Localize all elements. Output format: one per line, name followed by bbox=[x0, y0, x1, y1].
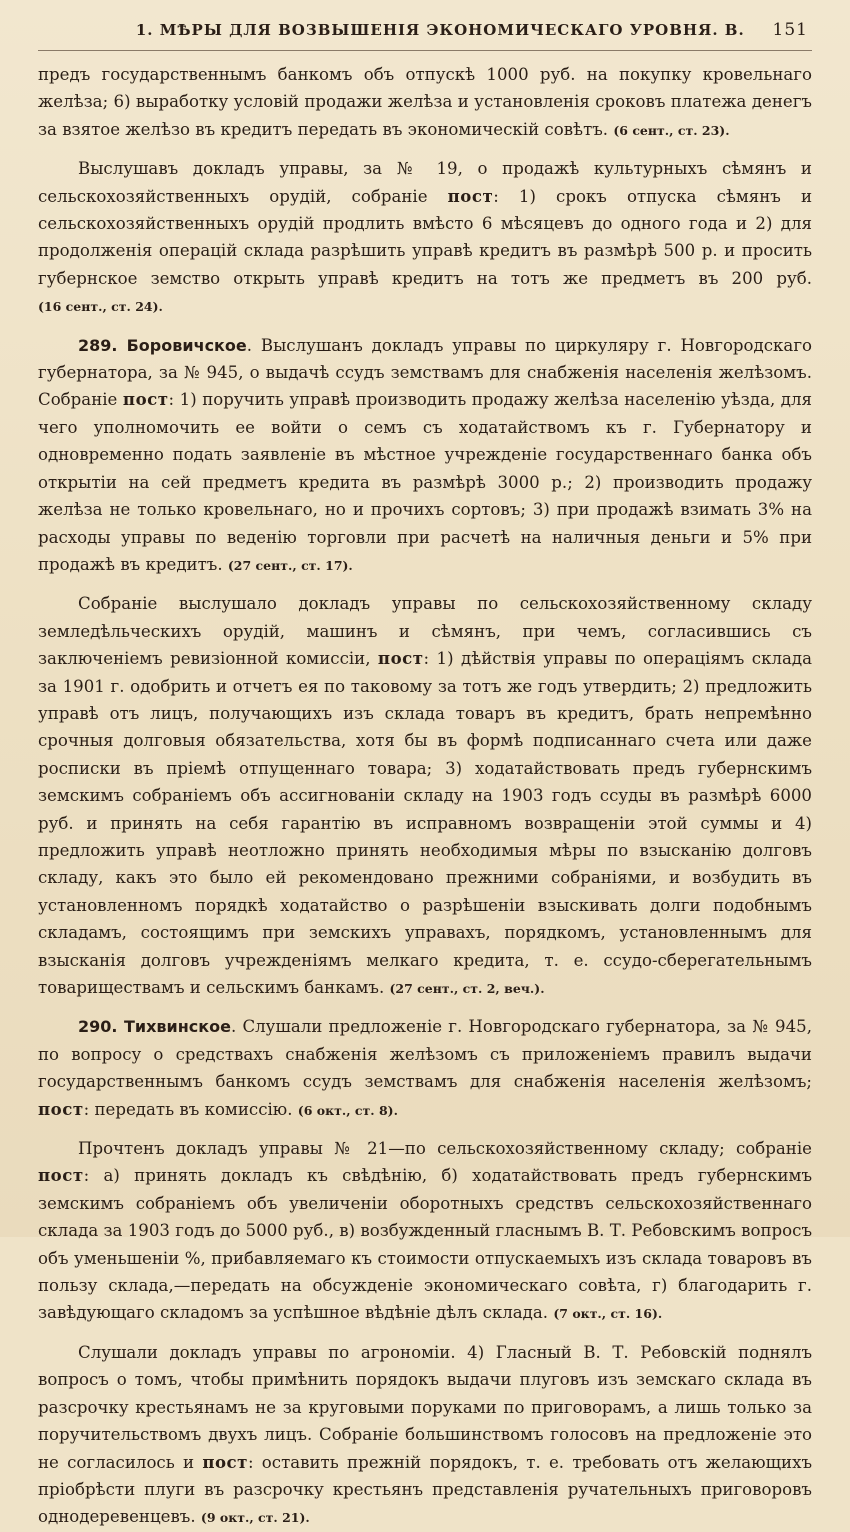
session-reference: (9 окт., ст. 21). bbox=[200, 1510, 310, 1526]
paragraph bbox=[38, 61, 812, 144]
paragraph-text: : 1) поручить управѣ производить продажу желѣза населенію уѣзда, для чего уполномочить ее войти о семъ съ ходатайствомъ къ г. Губернатору и одновременно подать заявленіе въ мѣстное учрежденіе государственнаго банка объ открытіи на сей предметъ кредита въ размѣрѣ 3000 р.; 2) производить продажу желѣза не только кровельнаго, но и прочихъ сортовъ; 3) при продажѣ взимать 3% на расходы управы по веденію торговли при расчетѣ на наличныя деньги и 5% при продажѣ въ кредитъ. bbox=[38, 390, 812, 574]
resolution-keyword: пост bbox=[447, 185, 494, 206]
resolution-keyword: пост bbox=[202, 1451, 248, 1472]
paragraph bbox=[38, 332, 812, 580]
running-header bbox=[38, 20, 812, 51]
paragraph bbox=[38, 1013, 812, 1124]
session-reference: (6 сент., ст. 23). bbox=[613, 122, 730, 138]
paragraph-text: : оставить прежній порядокъ, т. е. требовать отъ желающихъ пріобрѣсти плуги въ разсрочку крестьянъ представленія ручательныхъ приговоровъ однодеревенцевъ. bbox=[38, 1452, 812, 1527]
paragraph bbox=[38, 1339, 812, 1532]
session-reference: (7 окт., ст. 16). bbox=[553, 1306, 663, 1322]
session-reference: (27 сент., ст. 2, веч.). bbox=[389, 981, 545, 996]
page-number: 151 bbox=[772, 20, 808, 40]
paragraph-text: Прочтенъ докладъ управы № 21—по сельскохозяйственному складу; собраніе bbox=[78, 1139, 812, 1159]
paragraph-text: Собраніе выслушало докладъ управы по сельскохозяйственному складу земледѣльческихъ орудій, машинъ и сѣмянъ, при чемъ, согласившись съ заключеніемъ ревизіонной комиссіи, bbox=[38, 594, 812, 669]
session-reference: (27 сент., ст. 17). bbox=[227, 557, 353, 573]
session-reference: (16 сент., ст. 24). bbox=[38, 299, 163, 315]
resolution-keyword: пост bbox=[377, 648, 424, 669]
paragraph-text: : 1) дѣйствія управы по операціямъ склада за 1901 г. одобрить и отчетъ ея по таковому за тотъ же годъ утвердить; 2) предложить управѣ отъ лицъ, получающихъ изъ склада товаръ въ кредитъ, брать непремѣнно срочныя долговыя обязательства, хотя бы въ формѣ подписаннаго счета или даже росписки въ пріемѣ отпущеннаго товара; 3) ходатайствовать предъ губернскимъ земскимъ собраніемъ объ ассигнованіи складу на 1903 годъ ссуды въ размѣрѣ 6000 руб. и принять на себя гарантію въ исправномъ возвращеніи этой суммы и 4) предложить управѣ неотложно принять необходимыя мѣры по взысканію долговъ складу, какъ это было ей рекомендовано прежними собраніями, и возбудить въ установленномъ порядкѣ ходатайство о разрѣшеніи взыскивать долги подобнымъ складамъ, состоящимъ при земскихъ управахъ, порядкомъ, установленнымъ для взысканія долговъ учрежденіямъ мелкаго кредита, т. е. ссудо-сберегательнымъ товариществамъ и сельскимъ банкамъ. bbox=[38, 649, 812, 997]
section-heading: 289. Боровичское bbox=[78, 335, 247, 355]
paragraph bbox=[38, 1135, 812, 1328]
paragraph-text: Слушали докладъ управы по агрономіи. 4) Гласный В. Т. Ребовскій поднялъ вопросъ о томъ, чтобы примѣнить порядокъ выдачи плуговъ изъ земскаго склада въ разсрочку крестьянамъ не за круговыми поруками по приговорамъ, а лишь только за поручительствомъ двухъ лицъ. Собраніе большинствомъ голосовъ на предложеніе это не согласилось и bbox=[38, 1342, 812, 1472]
resolution-keyword: пост bbox=[38, 1165, 84, 1186]
paragraph-text: : 1) срокъ отпуска сѣмянъ и сельскохозяйственныхъ орудій продлить вмѣсто 6 мѣсяцевъ до одного года и 2) для продолженія операцій склада разрѣшить управѣ кредитъ въ размѣрѣ 500 р. и просить губернское земство открыть управѣ кредитъ на тотъ же предметъ въ 200 руб. bbox=[38, 186, 813, 288]
paragraph bbox=[38, 155, 812, 320]
section-heading: 290. Тихвинское bbox=[78, 1017, 231, 1037]
paragraph-text: Выслушавъ докладъ управы, за № 19, о продажѣ культурныхъ сѣмянъ и сельскохозяйственныхъ орудій, собраніе bbox=[38, 159, 812, 206]
session-reference: (6 окт., ст. 8). bbox=[297, 1102, 398, 1118]
paragraph-text: : а) принять докладъ къ свѣдѣнію, б) ходатайствовать предъ губернскимъ земскимъ собраніемъ объ увеличеніи оборотныхъ средствъ сельскохозяйственнаго склада за 1903 годъ до 5000 руб., в) возбужденный гласнымъ В. Т. Ребовскимъ вопросъ объ уменьшеніи %, прибавляемаго къ стоимости отпускаемыхъ изъ склада товаровъ въ пользу склада,—передать на обсужденіе экономическаго совѣта, г) благодарить г. завѣдующаго складомъ за успѣшное вѣдѣніе дѣлъ склада. bbox=[38, 1166, 812, 1323]
paragraph-text: . Слушали предложеніе г. Новгородскаго губернатора, за № 945, по вопросу о средствахъ снабженія желѣзомъ съ приложеніемъ правилъ выдачи государственнымъ банкомъ ссудъ земствамъ для снабженія населенія желѣзомъ; bbox=[38, 1017, 812, 1092]
paragraph-text: предъ государственнымъ банкомъ объ отпускѣ 1000 руб. на покупку кровельнаго желѣза; 6) выработку условій продажи желѣза и установленія сроковъ платежа денегъ за взятое желѣзо въ кредитъ передать въ экономическій совѣтъ. bbox=[38, 65, 812, 139]
running-title: 1. МѢРЫ ДЛЯ ВОЗВЫШЕНІЯ ЭКОНОМИЧЕСКАГО УРОВНЯ. В. bbox=[135, 21, 745, 39]
paragraph-text: : передать въ комиссію. bbox=[83, 1099, 298, 1119]
paragraph bbox=[38, 590, 812, 1002]
resolution-keyword: пост bbox=[122, 389, 169, 410]
paragraph-text: . Выслушанъ докладъ управы по циркуляру г. Новгородскаго губернатора, за № 945, о выдачѣ ссудъ земствамъ для снабженія населенія желѣзомъ. Собраніе bbox=[38, 335, 812, 410]
resolution-keyword: пост bbox=[38, 1098, 84, 1119]
body-text bbox=[38, 61, 812, 1532]
